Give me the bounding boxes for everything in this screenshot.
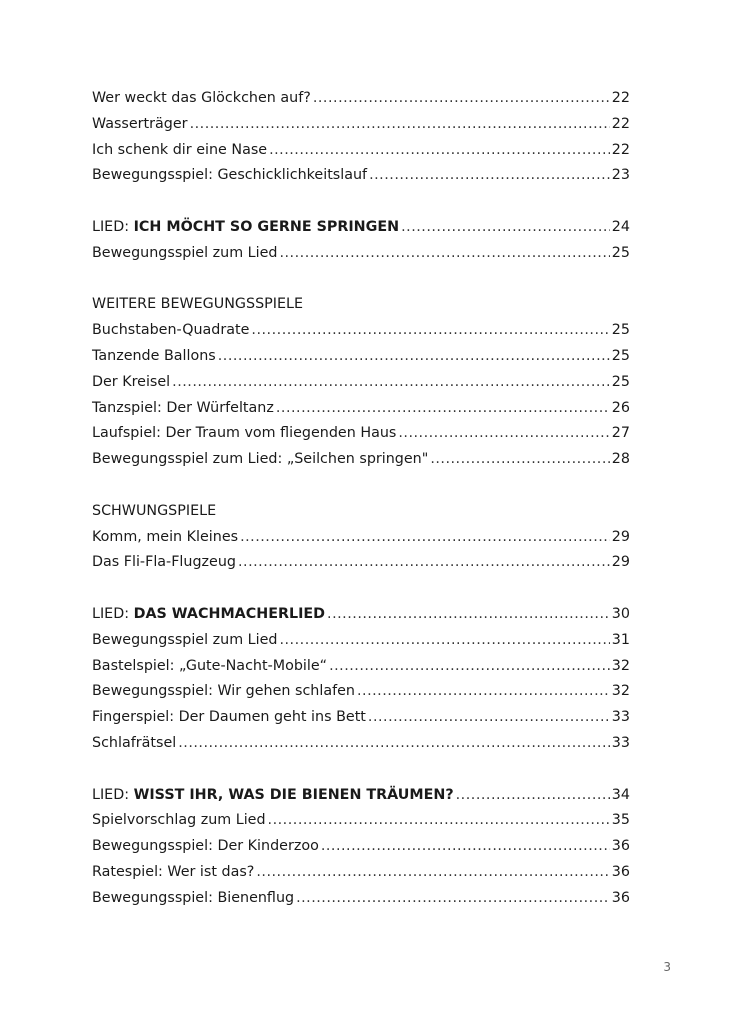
toc-entry-das-fli-fla-flugzeug [92,550,630,576]
entry-page-number: 32 [611,657,630,674]
toc-entry-tanzspiel-der-wurfeltanz [92,396,630,422]
entry-title: Wasserträger [92,115,188,132]
dot-leader [240,525,610,551]
toc-entry-spielvorschlag-zum-lied [92,808,630,834]
dot-leader [218,344,610,370]
toc-entry-ratespiel-wer-ist-das [92,860,630,886]
entry-title: Bewegungsspiel: Der Kinderzoo [92,838,319,855]
toc-entry-wisst-ihr-was-die-bienen-traumen [92,783,630,809]
toc-entry-das-wachmacherlied [92,602,630,628]
dot-leader [313,86,610,112]
dot-leader [456,783,610,809]
dot-leader [279,241,609,267]
toc-entry-tanzende-ballons [92,344,630,370]
song-prefix: LIED: [92,605,134,622]
toc-entry-wer-weckt-das-glockchen-auf [92,86,630,112]
dot-leader [256,860,609,886]
entry-page-number: 27 [611,425,630,442]
toc-entry-bewegungsspiel-geschicklichkeitslauf [92,163,630,189]
dot-leader [398,421,609,447]
toc-entry-buchstaben-quadrate [92,318,630,344]
entry-page-number: 36 [611,889,630,906]
page-number: 3 [663,960,671,974]
entry-page-number: 29 [611,554,630,571]
entry-title: Ratespiel: Wer ist das? [92,863,255,880]
entry-title: Bewegungsspiel: Bienenflug [92,889,295,906]
dot-leader [321,834,610,860]
entry-page-number: 22 [611,90,630,106]
entry-title: Spielvorschlag zum Lied [92,812,266,829]
dot-leader [357,679,610,705]
section-gap [92,267,630,293]
entry-title: Bastelspiel: „Gute-Nacht-Mobile“ [92,657,328,674]
dot-leader [369,163,610,189]
dot-leader [296,886,610,912]
entry-page-number: 29 [611,528,630,545]
entry-page-number: 36 [611,838,630,855]
toc-entry-komm-mein-kleines [92,525,630,551]
entry-page-number: 28 [611,451,630,468]
entry-title [92,215,399,241]
toc-entry-laufspiel-der-traum-vom-fliegenden-haus [92,421,630,447]
toc-entry-bewegungsspiel-zum-lied [92,628,630,654]
table-of-contents [92,86,630,912]
dot-leader [269,138,610,164]
entry-title [92,783,454,809]
entry-page-number: 23 [611,167,630,184]
dot-leader [276,396,610,422]
entry-title: Ich schenk dir eine Nase [92,141,268,158]
dot-leader [268,808,610,834]
entry-title: Wer weckt das Glöckchen auf? [92,90,311,106]
entry-title [92,602,325,628]
entry-title: Schlafrätsel [92,734,177,751]
entry-title: Komm, mein Kleines [92,528,239,545]
dot-leader [329,654,610,680]
entry-page-number: 30 [611,605,630,622]
dot-leader [279,628,609,654]
dot-leader [368,705,610,731]
entry-page-number: 33 [611,734,630,751]
toc-entry-bewegungsspiel-zum-lied [92,241,630,267]
entry-page-number: 34 [611,786,630,803]
entry-title: Bewegungsspiel zum Lied [92,631,278,648]
dot-leader [430,447,609,473]
dot-leader [251,318,609,344]
entry-title: Tanzende Ballons [92,347,216,364]
toc-entry-bastelspiel-gute-nacht-mobile [92,654,630,680]
section-gap [92,757,630,783]
dot-leader [190,112,610,138]
entry-page-number: 25 [611,347,630,364]
entry-page-number: 35 [611,812,630,829]
entry-title: Fingerspiel: Der Daumen geht ins Bett [92,709,366,726]
entry-title: Bewegungsspiel: Wir gehen schlafen [92,683,355,700]
dot-leader [238,550,610,576]
toc-entry-bewegungsspiel-zum-lied-seilchen-springe [92,447,630,473]
song-prefix: LIED: [92,786,134,803]
entry-page-number: 24 [611,218,630,235]
dot-leader [327,602,610,628]
toc-entry-bewegungsspiel-der-kinderzoo [92,834,630,860]
entry-page-number: 22 [611,115,630,132]
toc-entry-bewegungsspiel-bienenflug [92,886,630,912]
toc-entry-bewegungsspiel-wir-gehen-schlafen [92,679,630,705]
entry-title: Der Kreisel [92,373,171,390]
dot-leader [178,731,610,757]
toc-entry-der-kreisel [92,370,630,396]
song-title: WISST IHR, WAS DIE BIENEN TRÄUMEN? [133,786,454,803]
song-title: ICH MÖCHT SO GERNE SPRINGEN [133,218,400,235]
section-gap [92,189,630,215]
entry-title: Buchstaben-Quadrate [92,322,250,339]
entry-page-number: 33 [611,709,630,726]
entry-page-number: 25 [611,244,630,261]
song-title: DAS WACHMACHERLIED [133,605,326,622]
toc-entry-fingerspiel-der-daumen-geht-ins-bett [92,705,630,731]
toc-entry-ich-mocht-so-gerne-springen [92,215,630,241]
section-gap [92,576,630,602]
entry-page-number: 25 [611,322,630,339]
entry-page-number: 32 [611,683,630,700]
entry-page-number: 26 [611,399,630,416]
entry-page-number: 36 [611,863,630,880]
entry-page-number: 31 [611,631,630,648]
section-gap [92,473,630,499]
dot-leader [401,215,610,241]
entry-title: Bewegungsspiel zum Lied: „Seilchen springen" [92,451,429,468]
entry-title: Tanzspiel: Der Würfeltanz [92,399,274,416]
dot-leader [172,370,610,396]
entry-title: Bewegungsspiel: Geschicklichkeitslauf [92,167,368,184]
entry-page-number: 25 [611,373,630,390]
entry-title: Laufspiel: Der Traum vom fliegenden Haus [92,425,397,442]
toc-entry-wassertrager [92,112,630,138]
song-prefix: LIED: [92,218,134,235]
section-heading: WEITERE BEWEGUNGSSPIELE [92,296,304,313]
entry-page-number: 22 [611,141,630,158]
entry-title: Das Fli-Fla-Flugzeug [92,554,236,571]
entry-title: Bewegungsspiel zum Lied [92,244,278,261]
toc-entry-ich-schenk-dir-eine-nase [92,138,630,164]
section-heading: SCHWUNGSPIELE [92,502,217,519]
toc-entry-schlafratsel [92,731,630,757]
